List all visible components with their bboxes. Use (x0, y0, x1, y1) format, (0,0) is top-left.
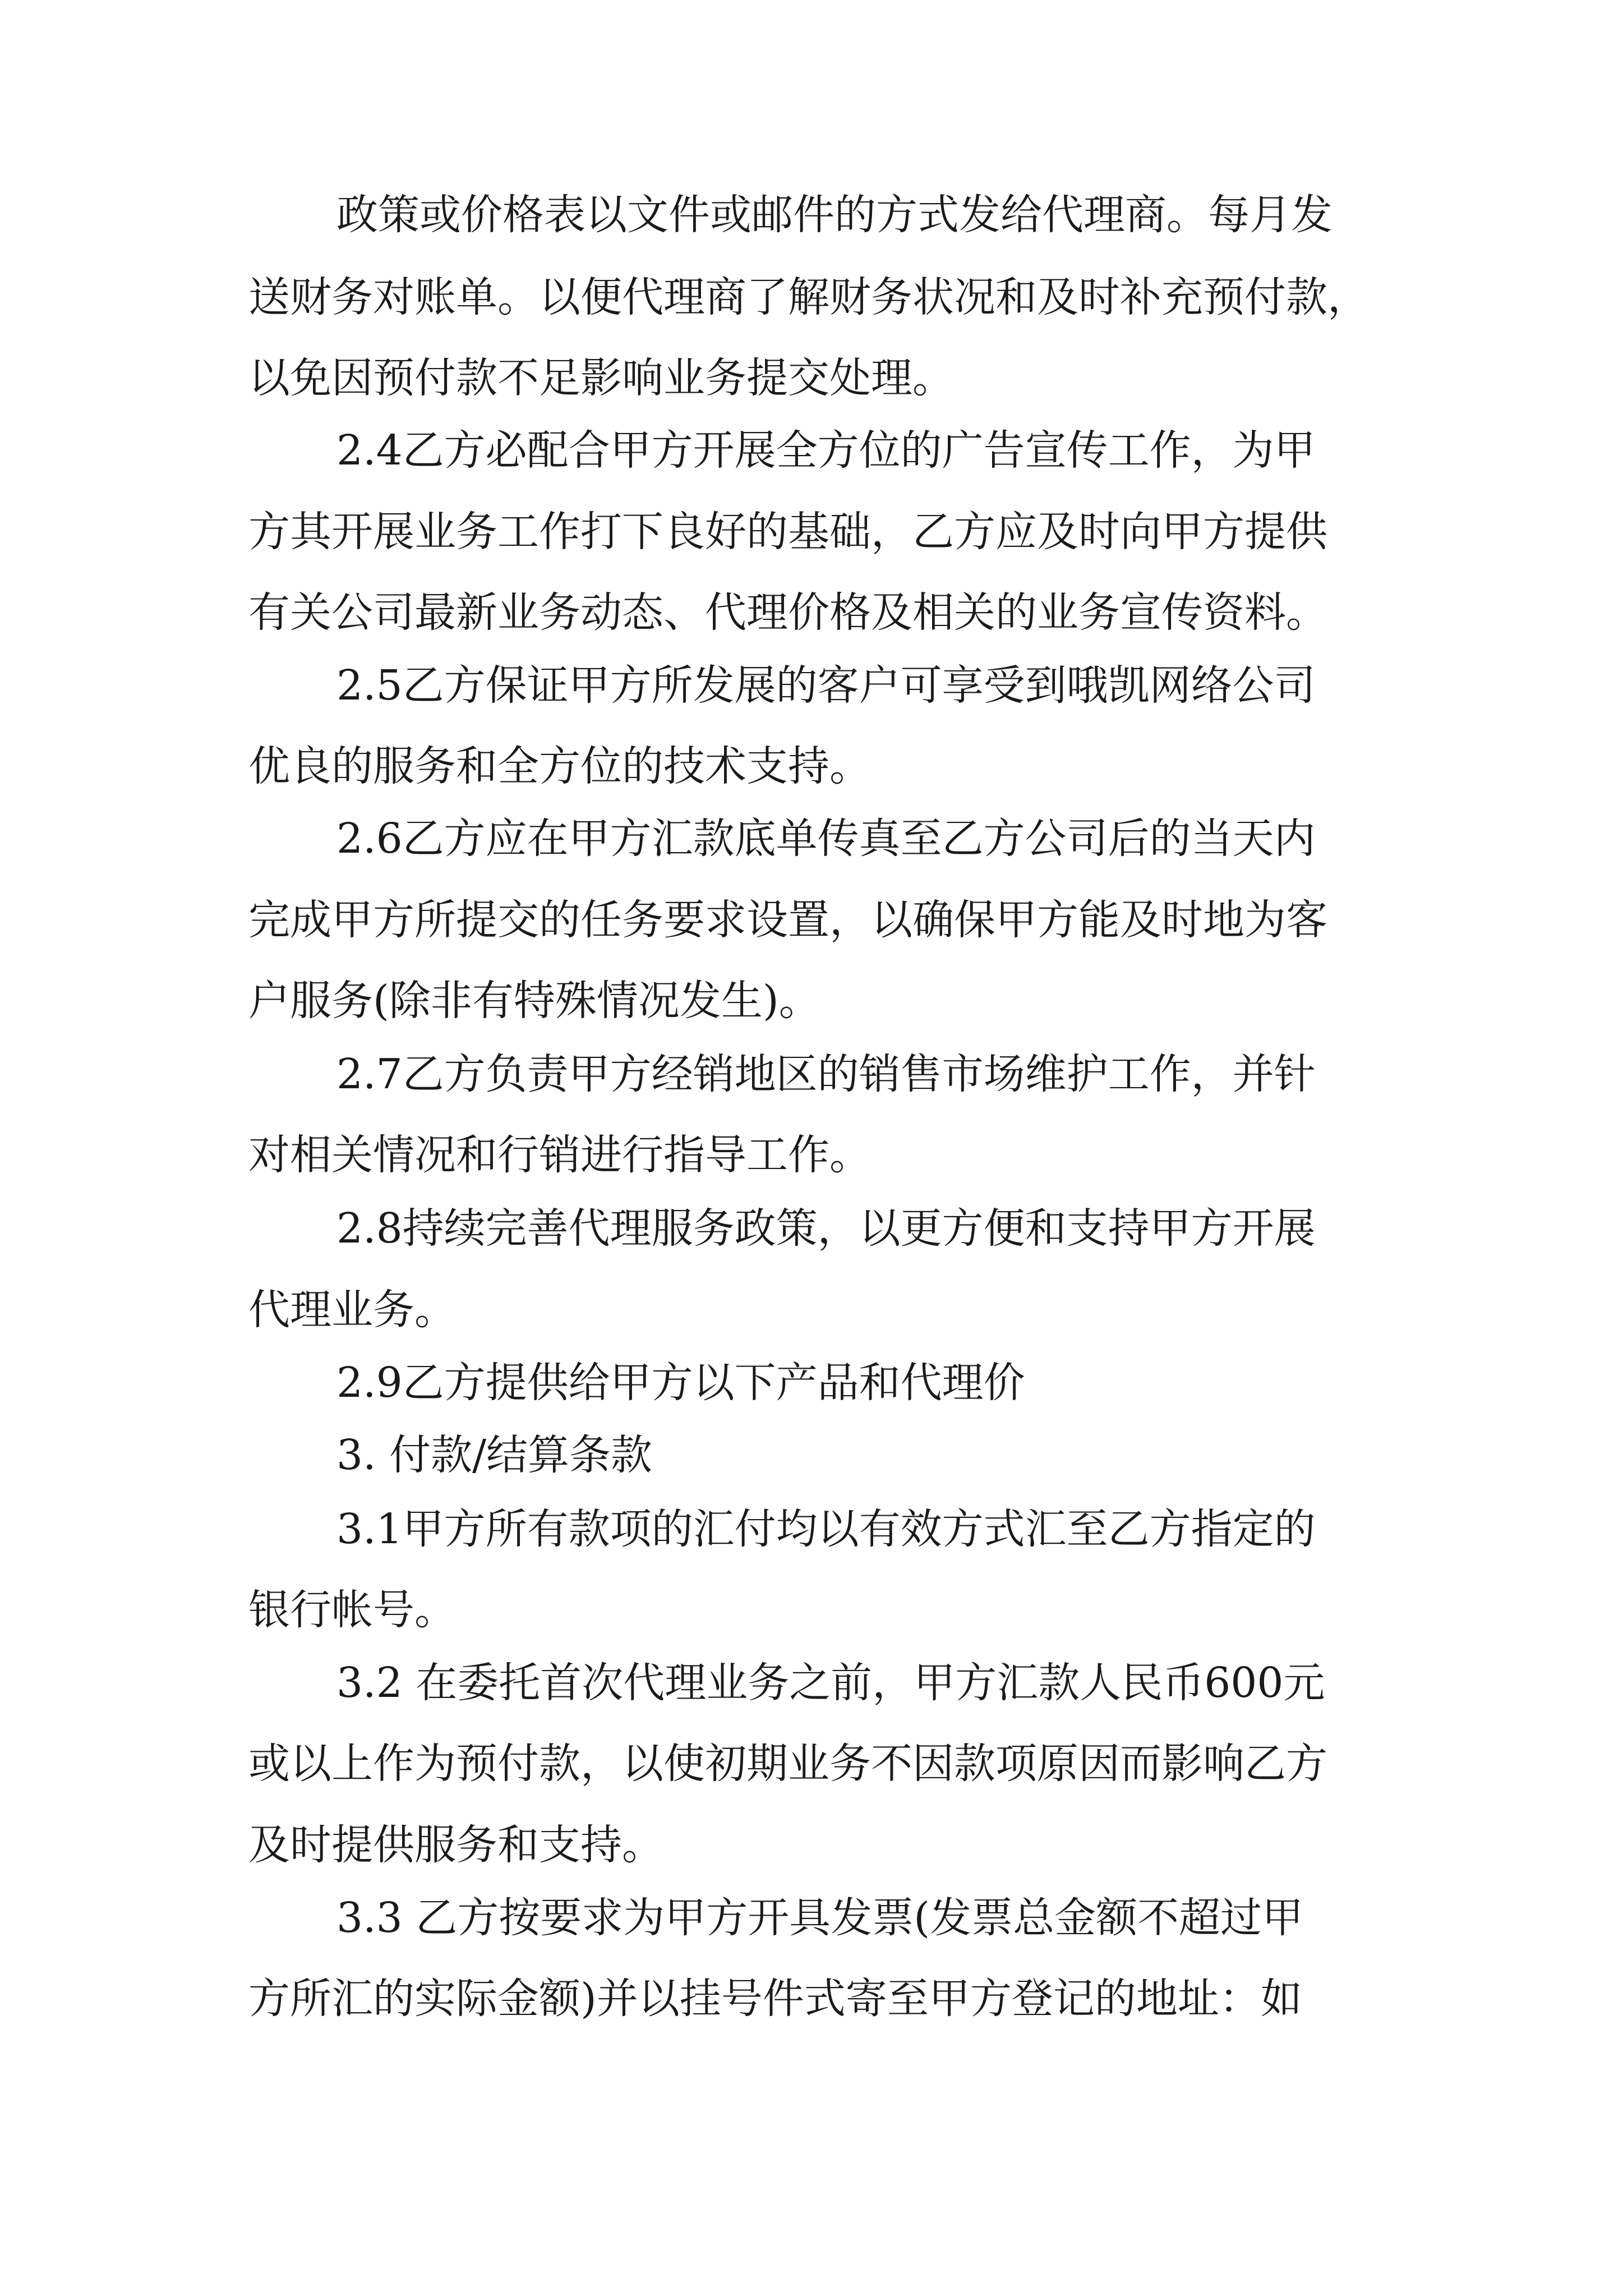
text-line: 户服务(除非有特殊情况发生)。 (248, 977, 820, 1025)
text-line: 方其开展业务工作打下良好的基础，乙方应及时向甲方提供 (248, 508, 1327, 556)
text-line: 3. 付款/结算条款 (336, 1431, 653, 1479)
text-line: 3.1甲方所有款项的汇付均以有效方式汇至乙方指定的 (336, 1505, 1316, 1553)
text-line: 代理业务。 (248, 1286, 456, 1334)
text-line: 2.5乙方保证甲方所发展的客户可享受到哦凯网络公司 (336, 661, 1316, 710)
text-line: 3.3 乙方按要求为甲方开具发票(发票总金额不超过甲 (336, 1894, 1304, 1942)
text-line: 对相关情况和行销进行指导工作。 (248, 1131, 871, 1179)
text-line: 方所汇的实际金额)并以挂号件式寄至甲方登记的地址：如 (248, 1975, 1302, 2023)
text-line: 2.7乙方负责甲方经销地区的销售市场维护工作，并针 (336, 1050, 1316, 1098)
text-line: 送财务对账单。以便代理商了解财务状况和及时补充预付款， (248, 273, 1369, 321)
text-line: 2.6乙方应在甲方汇款底单传真至乙方公司后的当天内 (336, 815, 1316, 863)
text-line: 以免因预付款不足影响业务提交处理。 (248, 354, 954, 402)
text-line: 2.8持续完善代理服务政策，以更方便和支持甲方开展 (336, 1204, 1316, 1253)
text-line: 2.4乙方必配合甲方开展全方位的广告宣传工作，为甲 (336, 426, 1316, 475)
text-line: 政策或价格表以文件或邮件的方式发给代理商。每月发 (336, 191, 1332, 239)
text-line: 完成甲方所提交的任务要求设置，以确保甲方能及时地为客 (248, 896, 1327, 944)
text-line: 2.9乙方提供给甲方以下产品和代理价 (336, 1359, 1025, 1407)
text-line: 或以上作为预付款，以使初期业务不因款项原因而影响乙方 (248, 1740, 1327, 1788)
text-line: 3.2 在委托首次代理业务之前，甲方汇款人民币600元 (336, 1659, 1325, 1707)
text-line: 银行帐号。 (248, 1586, 456, 1634)
text-line: 及时提供服务和支持。 (248, 1821, 663, 1869)
text-line: 有关公司最新业务动态、代理价格及相关的业务宣传资料。 (248, 588, 1327, 637)
text-line: 优良的服务和全方位的技术支持。 (248, 742, 871, 790)
